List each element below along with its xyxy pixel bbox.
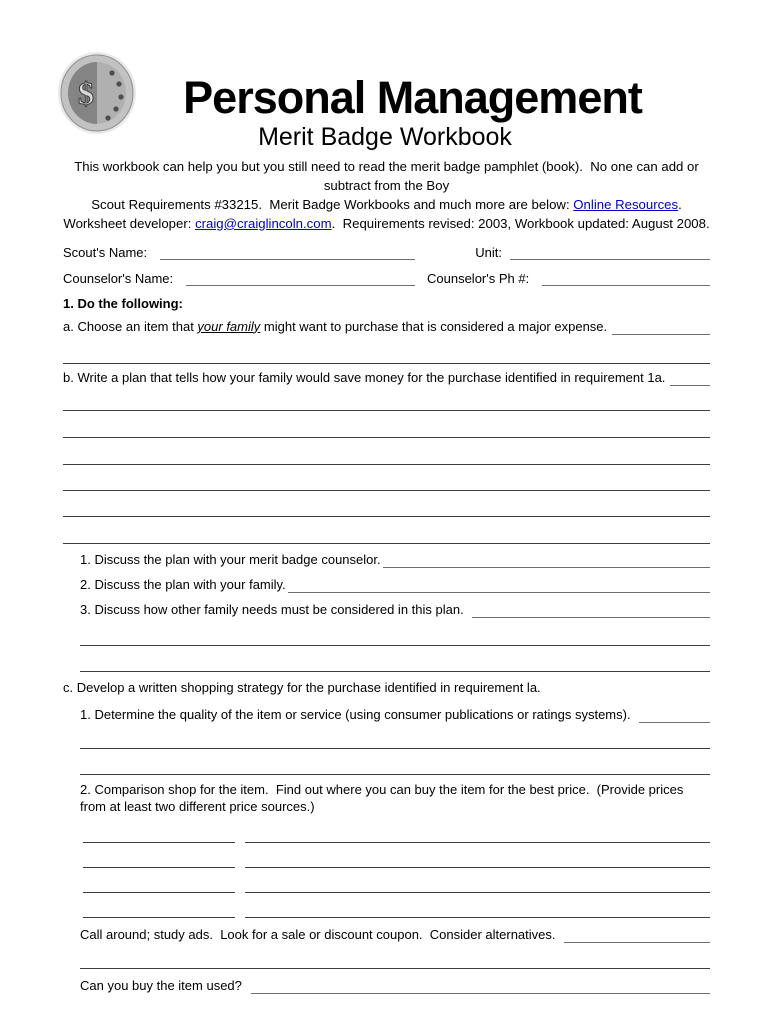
dollar-sign-glyph: $ bbox=[78, 75, 94, 111]
page-subtitle: Merit Badge Workbook bbox=[258, 123, 512, 152]
requirement-1a-answer-line[interactable] bbox=[612, 320, 710, 335]
scout-unit-row bbox=[63, 245, 710, 260]
merit-badge-coin-logo bbox=[56, 50, 138, 136]
buy-used-item: Can you buy the item used? bbox=[80, 977, 710, 994]
unit-label: Unit: bbox=[475, 244, 502, 260]
requirement-1c: c. Develop a written shopping strategy for the purchase identified in requirement la. bbox=[63, 679, 541, 695]
scout-name-label: Scout's Name: bbox=[63, 244, 148, 260]
price-source-row bbox=[83, 893, 710, 918]
answer-line[interactable] bbox=[63, 411, 710, 438]
intro-line-1: This workbook can help you but you still need to read the merit badge pamphlet (book). No one can add or subtract from the Boy bbox=[74, 158, 703, 193]
requirement-1b: b. Write a plan that tells how your family would save money for the purchase identified in requirement 1a. bbox=[63, 369, 710, 386]
answer-line[interactable] bbox=[80, 943, 710, 969]
discuss-item-2: 2. Discuss the plan with your family. bbox=[80, 576, 710, 593]
c-step-1-answer-line[interactable] bbox=[639, 708, 710, 723]
counselor-phone-input-line[interactable] bbox=[542, 271, 710, 286]
price-detail-input-line[interactable] bbox=[245, 832, 710, 843]
scout-name-field bbox=[63, 245, 415, 260]
price-source-row bbox=[83, 868, 710, 893]
discuss-2-answer-line[interactable] bbox=[288, 578, 710, 593]
price-source-input-line[interactable] bbox=[83, 857, 235, 868]
discuss-item-3: 3. Discuss how other family needs must be considered in this plan. bbox=[80, 601, 710, 618]
requirement-1c-step-1: 1. Determine the quality of the item or service (using consumer publications or ratings systems). bbox=[80, 706, 710, 723]
requirement-1c-step-2: 2. Comparison shop for the item. Find out where you can buy the item for the best price. (Provide prices from at least two different price sources.) bbox=[80, 781, 687, 814]
scout-name-input-line[interactable] bbox=[160, 245, 415, 260]
online-resources-link[interactable]: Online Resources bbox=[573, 196, 679, 212]
section-1-heading: 1. Do the following: bbox=[63, 295, 183, 311]
requirement-1b-answer-line[interactable] bbox=[670, 371, 710, 386]
intro-line-3: Worksheet developer: craig@craiglincoln.com. Requirements revised: 2003, Workbook updated: August 2008. bbox=[63, 215, 710, 231]
answer-line[interactable] bbox=[63, 465, 710, 491]
answer-line[interactable] bbox=[80, 749, 710, 775]
price-detail-input-line[interactable] bbox=[245, 882, 710, 893]
unit-field bbox=[415, 245, 710, 260]
price-source-row bbox=[83, 818, 710, 843]
intro-line-2: Scout Requirements #33215. Merit Badge Workbooks and much more are below: Online Resources. bbox=[91, 196, 682, 212]
answer-line[interactable] bbox=[63, 491, 710, 517]
discuss-3-answer-line[interactable] bbox=[472, 603, 710, 618]
counselor-row bbox=[63, 271, 710, 286]
call-around-answer-line[interactable] bbox=[564, 928, 710, 943]
price-detail-input-line[interactable] bbox=[245, 857, 710, 868]
price-source-input-line[interactable] bbox=[83, 882, 235, 893]
intro-paragraph bbox=[63, 157, 710, 233]
counselor-name-input-line[interactable] bbox=[186, 271, 415, 286]
answer-line[interactable] bbox=[80, 723, 710, 749]
answer-line[interactable] bbox=[63, 517, 710, 544]
your-family-emphasis: your family bbox=[197, 318, 261, 334]
price-detail-input-line[interactable] bbox=[245, 907, 710, 918]
buy-used-answer-line[interactable] bbox=[251, 979, 711, 994]
price-source-row bbox=[83, 843, 710, 868]
unit-input-line[interactable] bbox=[510, 245, 710, 260]
answer-line[interactable] bbox=[80, 618, 710, 646]
discuss-item-1: 1. Discuss the plan with your merit badge counselor. bbox=[80, 551, 710, 568]
call-around-item: Call around; study ads. Look for a sale or discount coupon. Consider alternatives. bbox=[80, 926, 710, 943]
discuss-1-answer-line[interactable] bbox=[383, 553, 710, 568]
developer-email-link[interactable]: craig@craiglincoln.com bbox=[195, 215, 332, 231]
counselor-phone-label: Counselor's Ph #: bbox=[427, 270, 530, 286]
price-source-input-line[interactable] bbox=[83, 907, 235, 918]
counselor-name-label: Counselor's Name: bbox=[63, 270, 174, 286]
counselor-name-field bbox=[63, 271, 415, 286]
answer-line[interactable] bbox=[63, 335, 710, 364]
answer-line[interactable] bbox=[80, 646, 710, 672]
requirement-1a: a. Choose an item that your family might want to purchase that is considered a major expense. bbox=[63, 318, 710, 335]
coin-dollar-icon bbox=[56, 50, 138, 136]
counselor-phone-field bbox=[415, 271, 710, 286]
answer-line[interactable] bbox=[63, 438, 710, 465]
price-source-input-line[interactable] bbox=[83, 832, 235, 843]
page-title: Personal Management bbox=[183, 72, 642, 123]
answer-line[interactable] bbox=[63, 386, 710, 411]
